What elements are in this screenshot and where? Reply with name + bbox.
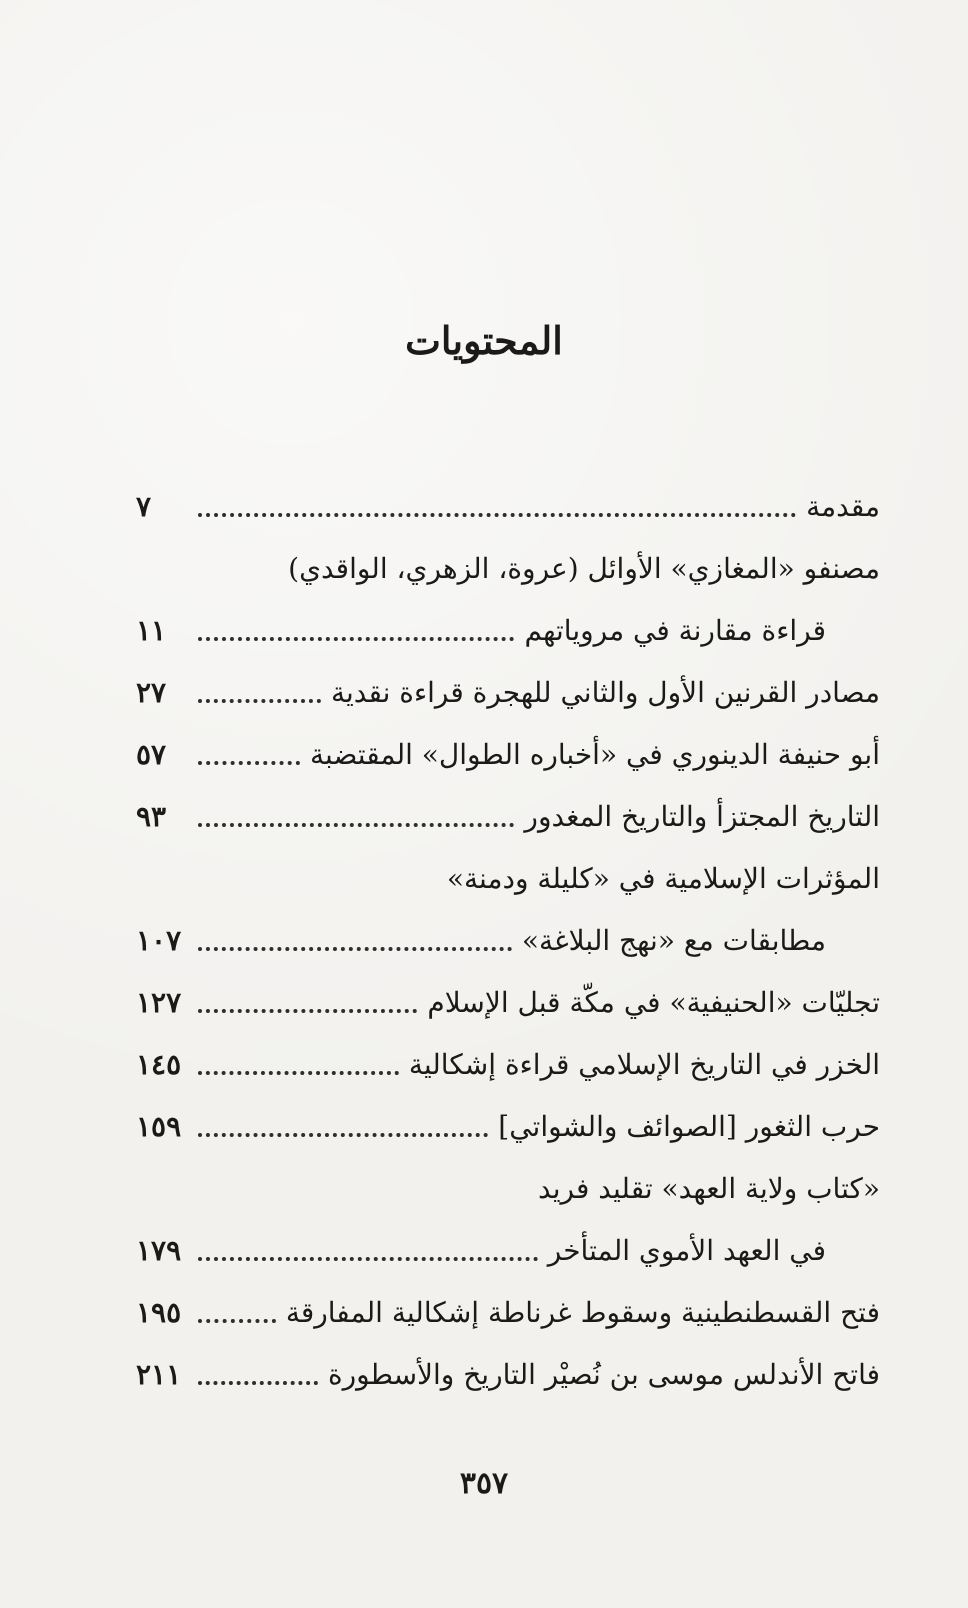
toc-entry [136, 910, 880, 972]
dot-leader [198, 513, 796, 517]
toc-entry-title: مصنفو «المغازي» الأوائل (عروة، الزهري، الواقدي) [288, 552, 880, 585]
dot-leader [198, 1257, 538, 1261]
page-number: ٣٥٧ [459, 1466, 509, 1501]
dot-leader [198, 1133, 488, 1137]
toc-entry-page: ٢٧ [136, 676, 167, 709]
toc-entry [136, 1096, 880, 1158]
toc-entry-title: فاتح الأندلس موسى بن نُصيْر التاريخ والأسطورة [327, 1358, 880, 1391]
toc-entry-page: ١٧٩ [136, 1234, 182, 1267]
toc-entry [136, 600, 880, 662]
dot-leader [198, 947, 512, 951]
toc-entry-title: تجليّات «الحنيفية» في مكّة قبل الإسلام [427, 986, 880, 1019]
dot-leader [198, 761, 300, 765]
toc-entry [136, 848, 880, 910]
toc-entry-title: الخزر في التاريخ الإسلامي قراءة إشكالية [408, 1048, 880, 1081]
table-of-contents [136, 476, 880, 1406]
toc-entry [136, 662, 880, 724]
dot-leader [198, 1009, 417, 1013]
toc-entry-page: ١٥٩ [136, 1110, 182, 1143]
toc-entry [136, 1282, 880, 1344]
toc-entry-page: ١١ [136, 614, 167, 647]
dot-leader [198, 699, 321, 703]
dot-leader [198, 1319, 276, 1323]
toc-entry-title: قراءة مقارنة في مروياتهم [524, 614, 826, 647]
toc-entry-title: حرب الثغور [الصوائف والشواتي] [498, 1110, 880, 1143]
toc-entry [136, 724, 880, 786]
toc-entry-title: مطابقات مع «نهج البلاغة» [521, 924, 826, 957]
toc-entry-title: المؤثرات الإسلامية في «كليلة ودمنة» [446, 862, 880, 895]
toc-entry-page: ٩٣ [136, 800, 167, 833]
page-title: المحتويات [405, 318, 563, 363]
toc-entry-title: فتح القسطنطينية وسقوط غرناطة إشكالية المفارقة [285, 1296, 880, 1329]
dot-leader [198, 823, 514, 827]
toc-entry-page: ١٢٧ [136, 986, 182, 1019]
toc-entry-title: مقدمة [806, 490, 880, 523]
dot-leader [198, 637, 514, 641]
dot-leader [198, 1381, 318, 1385]
toc-entry [136, 972, 880, 1034]
toc-entry-page: ٥٧ [136, 738, 167, 771]
toc-entry [136, 1034, 880, 1096]
toc-entry-page: ١٩٥ [136, 1296, 182, 1329]
toc-entry-page: ١٠٧ [136, 924, 182, 957]
toc-entry [136, 1220, 880, 1282]
toc-entry [136, 476, 880, 538]
toc-entry-page: ٢١١ [136, 1358, 182, 1391]
toc-entry-title: التاريخ المجتزأ والتاريخ المغدور [524, 800, 880, 833]
toc-entry [136, 1158, 880, 1220]
toc-entry-title: مصادر القرنين الأول والثاني للهجرة قراءة نقدية [330, 676, 880, 709]
toc-entry-title: أبو حنيفة الدينوري في «أخباره الطوال» المقتضبة [310, 738, 880, 771]
toc-entry-page: ١٤٥ [136, 1048, 182, 1081]
toc-entry-page: ٧ [136, 490, 152, 523]
toc-entry [136, 786, 880, 848]
dot-leader [198, 1071, 399, 1075]
toc-entry [136, 538, 880, 600]
toc-entry-title: «كتاب ولاية العهد» تقليد فريد [538, 1172, 880, 1205]
toc-entry-title: في العهد الأموي المتأخر [547, 1234, 826, 1267]
toc-entry [136, 1344, 880, 1406]
